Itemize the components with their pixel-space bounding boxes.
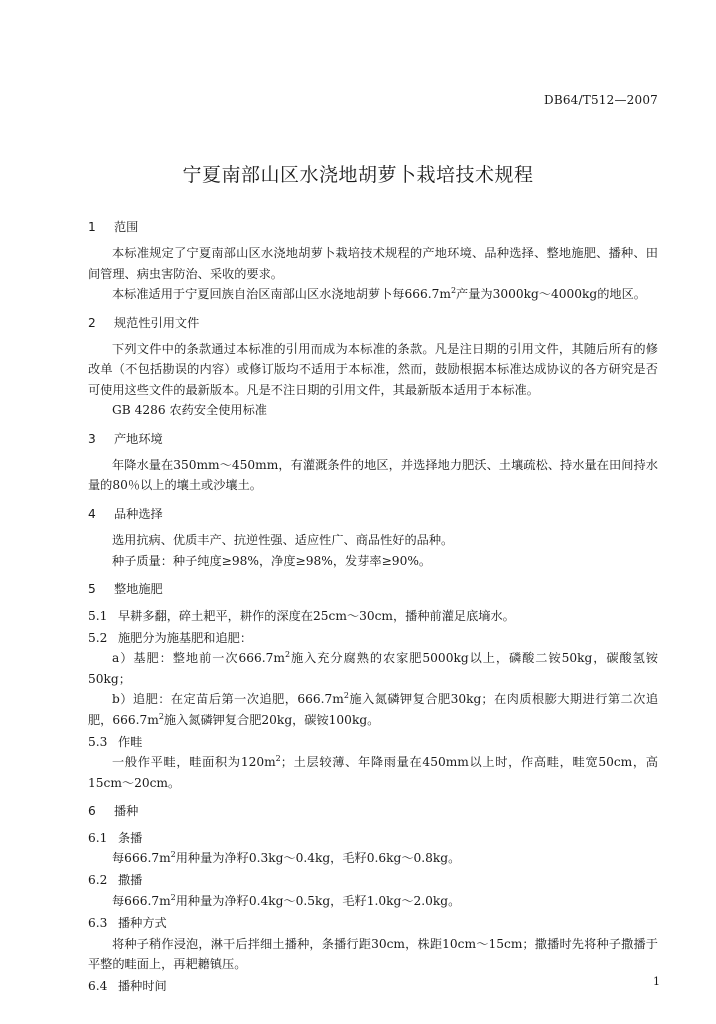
section-heading-3: 3 产地环境 bbox=[88, 431, 163, 446]
paragraph: 本标准适用于宁夏回族自治区南部山区水浇地胡萝卜每$666.7m^2$产量为3000kg～4000kg的地区。 bbox=[112, 286, 646, 302]
section-heading-2: 2 规范性引用文件 bbox=[88, 315, 200, 330]
subsection-5-3: 5.3 作畦 bbox=[88, 734, 143, 749]
document-body bbox=[88, 217, 658, 997]
subsection-6-1: 6.1 条播 bbox=[88, 830, 143, 845]
paragraph: 种子质量：种子纯度≥98%，净度≥98%，发芽率≥90%。 bbox=[112, 553, 432, 568]
subsection-6-3: 6.3 播种方式 bbox=[88, 916, 167, 931]
standard-code: DB64/T512—2007 bbox=[544, 93, 658, 107]
reference-item: GB 4286 农药安全使用标准 bbox=[112, 403, 267, 418]
subsection-6-2: 6.2 撒播 bbox=[88, 873, 143, 888]
paragraph: 下列文件中的条款通过本标准的引用而成为本标准的条款。凡是注日期的引用文件，其随后所有的修改单（不包括勘误的内容）或修订版均不适用于本标准，然而，鼓励根据本标准达成协议的各方研究是否可使用这些文件的最新版本。凡是不注日期的引用文件，其最新版本适用于本标准。 bbox=[88, 342, 658, 397]
paragraph: 每$666.7m^2$用种量为净籽0.3kg～0.4kg，毛籽0.6kg～0.8kg。 bbox=[112, 849, 461, 865]
list-item-b: b）追肥：在定苗后第一次追肥，$666.7m^2$施入氮磷钾复合肥30kg；在肉质根膨大期进行第二次追肥，$666.7m^2$施入氮磷钾复合肥20kg，碳铵100kg。 bbox=[88, 691, 659, 727]
section-heading-6: 6 播种 bbox=[88, 804, 139, 819]
document-title: 宁夏南部山区水浇地胡萝卜栽培技术规程 bbox=[182, 164, 534, 186]
page-number: 1 bbox=[653, 975, 660, 988]
paragraph: 本标准规定了宁夏南部山区水浇地胡萝卜栽培技术规程的产地环境、品种选择、整地施肥、播种、田间管理、病虫害防治、采收的要求。 bbox=[88, 246, 658, 281]
subsection-5-2: 5.2 施肥分为施基肥和追肥： bbox=[88, 630, 253, 645]
subsection-5-1: 5.1 早耕多翻，碎土耙平，耕作的深度在25cm～30cm，播种前灌足底墒水。 bbox=[88, 608, 515, 623]
list-item-a: a）基肥：整地前一次$666.7m^2$施入充分腐熟的农家肥5000kg以上，磷酸二铵50kg，碳酸氢铵50kg； bbox=[88, 650, 658, 686]
paragraph: 一般作平畦，畦面积为$120m^2$；土层较薄、年降雨量在450mm以上时，作高畦，畦宽50cm，高15cm～20cm。 bbox=[88, 754, 658, 790]
section-heading-1: 1 范围 bbox=[88, 220, 139, 234]
paragraph: 年降水量在350mm～450mm，有灌溉条件的地区，并选择地力肥沃、土壤疏松、持水量在田间持水量的80％以上的壤土或沙壤土。 bbox=[88, 458, 658, 493]
section-heading-5: 5 整地施肥 bbox=[88, 582, 163, 597]
paragraph: 选用抗病、优质丰产、抗逆性强、适应性广、商品性好的品种。 bbox=[112, 533, 454, 548]
paragraph: 每$666.7m^2$用种量为净籽0.4kg～0.5kg，毛籽1.0kg～2.0kg。 bbox=[112, 892, 461, 908]
section-heading-4: 4 品种选择 bbox=[88, 506, 163, 521]
paragraph: 将种子稍作浸泡，淋干后拌细土播种，条播行距30cm，株距10cm～15cm；撒播时先将种子撒播于平整的畦面上，再耙耱镇压。 bbox=[88, 936, 658, 971]
subsection-6-4: 6.4 播种时间 bbox=[88, 979, 167, 994]
